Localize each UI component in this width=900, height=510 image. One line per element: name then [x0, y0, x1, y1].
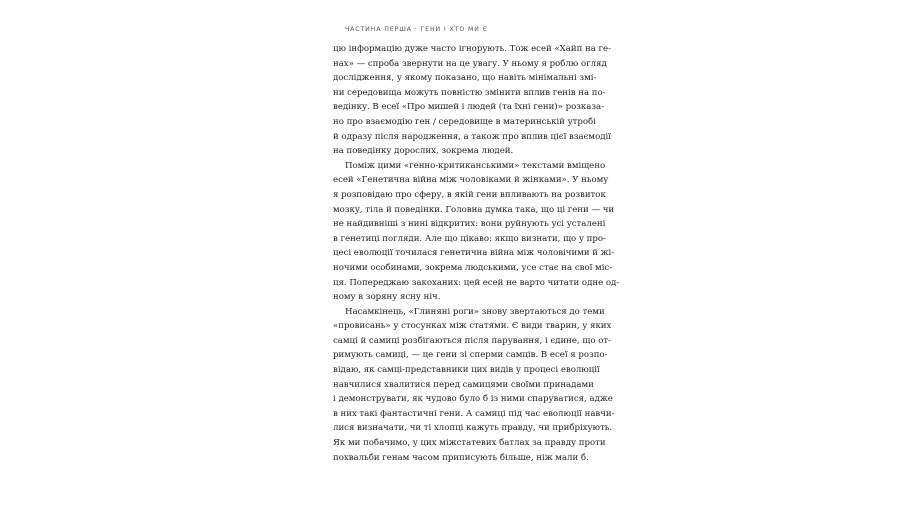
text-line: ведінку. В есеї «Про мишей і людей (та їхні гени)» розказа-	[333, 102, 605, 113]
text-line: Насамкінець, «Глиняні роги» знову звертаються до теми	[345, 306, 605, 317]
text-line: самці й самиці розбігаються після парування, і єдине, що от-	[333, 335, 611, 346]
paragraph	[333, 305, 615, 466]
text-line: і демонструвати, як чудово було б із ними спаруватися, адже	[333, 394, 613, 405]
text-line: цесі еволюції точилася генетична війна між чоловічими й жі-	[333, 248, 615, 259]
text-line: й одразу після народження, а також про вплив цієї взаємодії	[333, 131, 611, 142]
text-line: ночими особинами, зокрема людськими, усе стає на свої міс-	[333, 262, 613, 273]
text-line: в них такі фантастичні гени. А самиці під час еволюції навчи-	[333, 408, 615, 419]
text-line: ному в зоряну ясну ніч.	[333, 292, 441, 303]
text-line: ця. Попереджаю закоханих: цей есей не варто читати одне од-	[333, 277, 620, 288]
body-text	[333, 42, 620, 465]
text-line: похвальби генам часом приписують більше, ніж мали б.	[333, 452, 589, 463]
text-line: ни середовища можуть повністю змінити вплив генів на по-	[333, 87, 606, 98]
text-line: нах» — спроба звернути на це увагу. У ньому я роблю огляд	[333, 58, 607, 69]
text-line: лися визначати, чи ті хлопці кажуть правду, чи прибріхують.	[333, 423, 613, 434]
text-line: дослідження, у якому показано, що навіть мінімальні змі-	[333, 73, 597, 84]
paragraph	[333, 42, 611, 159]
text-line: не найдивніші з нині відкритих: вони руйнують усі усталені	[333, 219, 606, 230]
text-line: римують самиці, — це гени зі сперми самців. В есеї я розпо-	[333, 350, 608, 361]
text-line: но про взаємодію ген / середовище в материнській утробі	[333, 116, 596, 127]
text-line: в генетиці погляди. Але що цікаво: якщо визнати, що у про-	[333, 233, 606, 244]
paragraph	[333, 159, 620, 305]
text-line: Поміж цими «генно-критиканськими» текстами вміщено	[345, 160, 606, 171]
text-line: навчилися хвалитися перед самицями своїми принадами	[333, 379, 594, 390]
running-head: ЧАСТИНА ПЕРША · ГЕНИ І ХТО МИ Є	[345, 26, 488, 33]
text-line: мозку, тіла й поведінки. Головна думка така, що ці гени — чи	[333, 204, 615, 215]
text-line: я розповідаю про сферу, в якій гени впливають на розвиток	[333, 189, 606, 200]
text-line: цю інформацію дуже часто ігнорують. Тож есей «Хайп на ге-	[333, 44, 611, 54]
text-line: Як ми побачимо, у цих міжстатевих батлах за правду проти	[333, 438, 606, 449]
text-line: на поведінку дорослих, зокрема людей.	[333, 146, 514, 157]
text-line: есей «Генетична війна між чоловіками й жінками». У ньому	[333, 175, 609, 186]
text-line: «провисань» у стосунках між статями. Є види тварин, у яких	[333, 321, 612, 332]
text-line: відаю, як самці-представники цих видів у процесі еволюції	[333, 365, 600, 376]
